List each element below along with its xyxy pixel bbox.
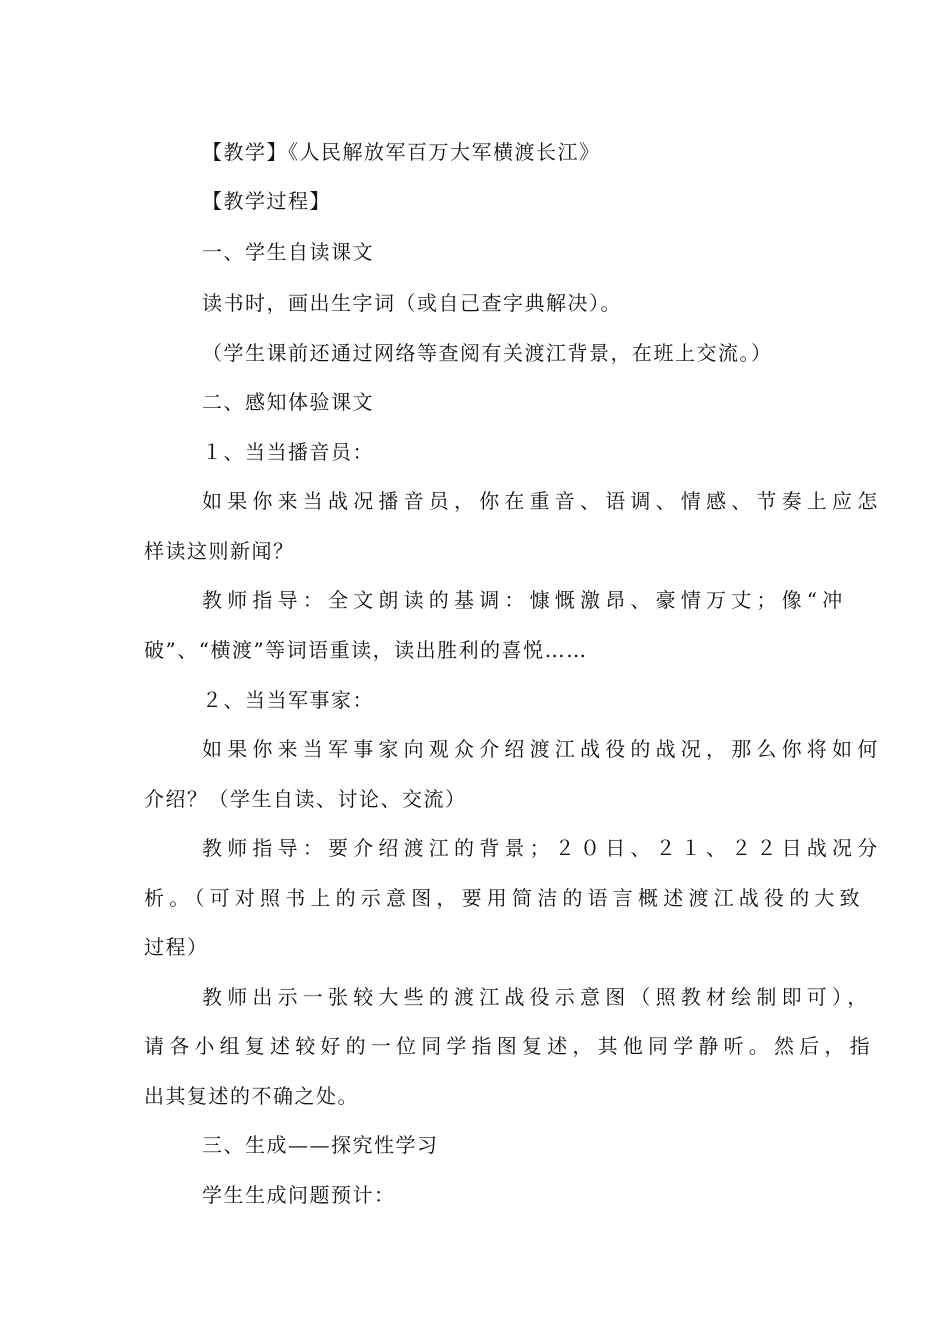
paragraph-line: 析。（可对照书上的示意图，要用简洁的语言概述渡江战役的大致 [144,886,865,910]
paragraph-line: 样读这则新闻？ [144,539,295,563]
section-heading-3: 三、生成——探究性学习 [202,1133,439,1157]
paragraph-line: 介绍？（学生自读、讨论、交流） [144,787,467,811]
paragraph-line: 读书时，画出生字词（或自己查字典解决）。 [202,291,622,315]
section-heading-2: 二、感知体验课文 [202,390,374,414]
paragraph-line: 出其复述的不确之处。 [144,1084,359,1108]
subsection-heading-2: ２、当当军事家： [202,688,374,712]
section-heading-1: 一、学生自读课文 [202,240,374,264]
subsection-heading-1: １、当当播音员： [202,440,374,464]
paragraph-line: 教师指导：全文朗读的基调：慷慨激昂、豪情万丈；像“冲 [202,588,848,612]
paragraph-line: （学生课前还通过网络等查阅有关渡江背景，在班上交流。） [202,341,773,365]
paragraph-line: 破”、“横渡”等词语重读，读出胜利的喜悦…… [144,638,588,662]
paragraph-line: 过程） [144,935,209,959]
section-heading-teaching-process: 【教学过程】 [202,189,331,213]
paragraph-line: 如果你来当战况播音员，你在重音、语调、情感、节奏上应怎 [202,489,883,513]
lesson-title: 【教学】《人民解放军百万大军横渡长江》 [202,140,601,164]
paragraph-line: 教师指导：要介绍渡江的背景；２０日、２１、２２日战况分 [202,836,883,860]
paragraph-line: 学生生成问题预计： [202,1183,396,1207]
paragraph-line: 教师出示一张较大些的渡江战役示意图（照教材绘制即可）， [202,985,873,1009]
paragraph-line: 如果你来当军事家向观众介绍渡江战役的战况，那么你将如何 [202,737,883,761]
paragraph-line: 请各小组复述较好的一位同学指图复述，其他同学静听。然后，指 [144,1034,875,1058]
